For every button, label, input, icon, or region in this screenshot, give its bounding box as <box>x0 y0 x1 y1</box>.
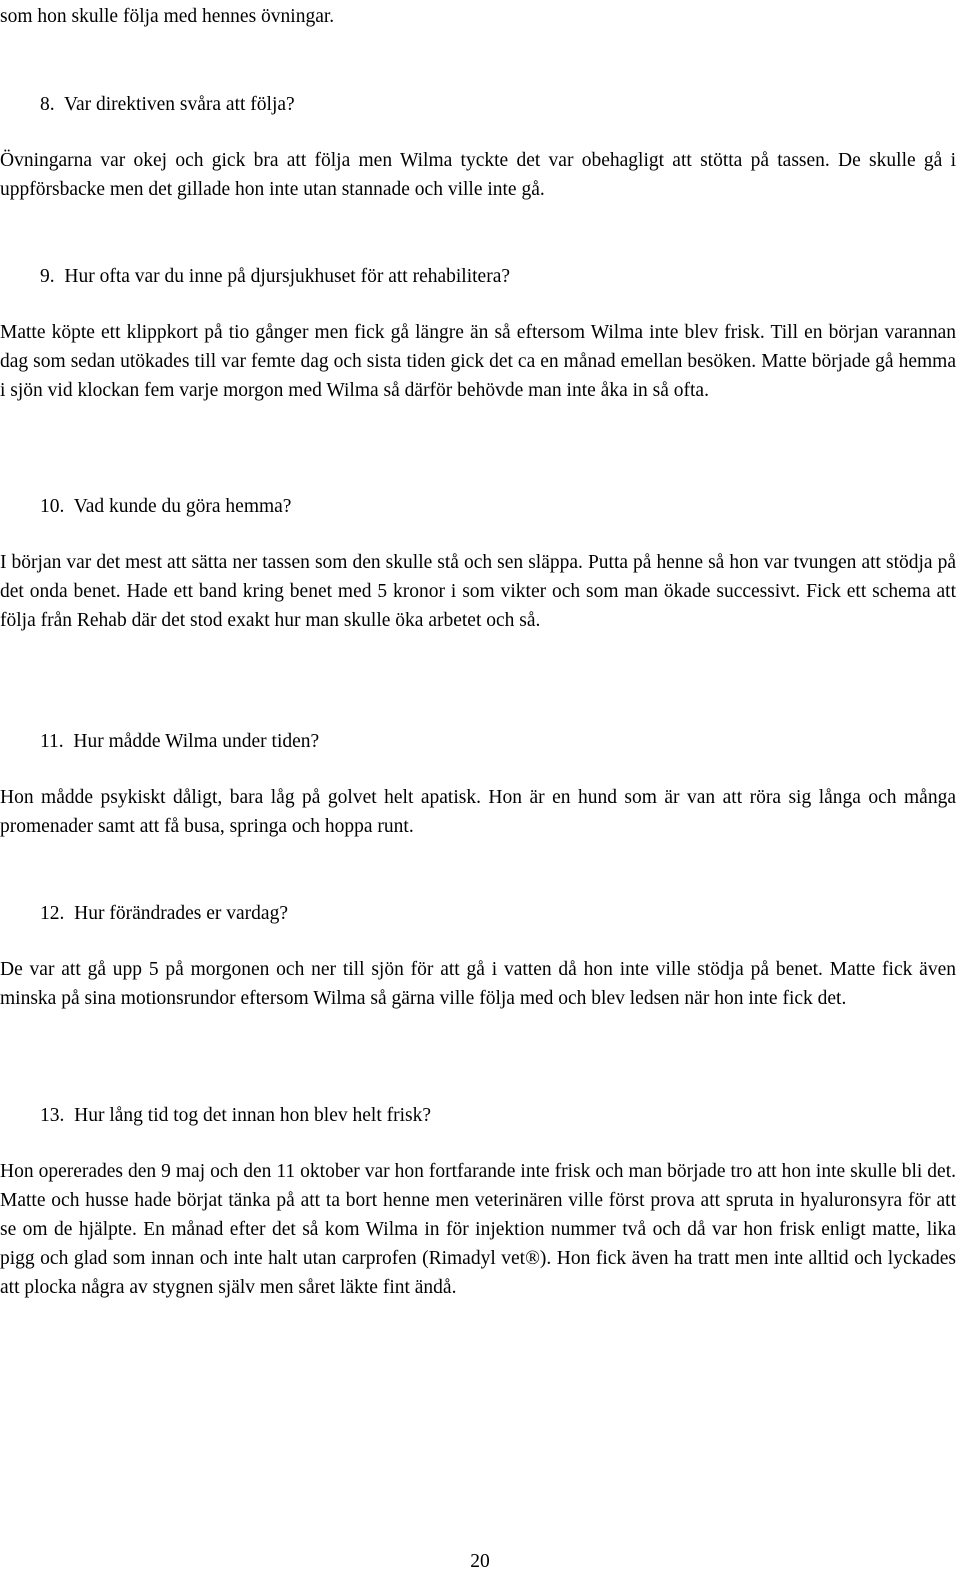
answer-11: Hon mådde psykiskt dåligt, bara låg på golvet helt apatisk. Hon är en hund som är van att röra sig långa och många promenader samt att få busa, springa och hoppa runt. <box>0 787 956 837</box>
question-text: Hur mådde Wilma under tiden? <box>73 731 320 752</box>
question-number: 13. <box>40 1105 65 1126</box>
answer-10: I början var det mest att sätta ner tassen som den skulle stå och sen släppa. Putta på henne så hon var tvungen att stödja på det onda benet. Hade ett band kring benet med 5 kronor i som vikter och som man ökade successivt. Fick ett schema att följa från Rehab där det stod exakt hur man skulle öka arbetet och så. <box>0 552 956 631</box>
question-text: Hur lång tid tog det innan hon blev helt frisk? <box>74 1105 432 1126</box>
question-number: 10. <box>40 496 65 517</box>
question-12 <box>40 899 288 928</box>
question-9 <box>40 262 510 291</box>
answer-13: Hon opererades den 9 maj och den 11 oktober var hon fortfarande inte frisk och man började tro att hon inte skulle bli det. Matte och husse hade börjat tänka på att ta bort henne men veterinären ville först prova att spruta in hyaluronsyra för att se om de hjälpte. En månad efter det så kom Wilma in för injektion nummer två och då var hon frisk enligt matte, lika pigg och glad som innan och inte halt utan carprofen (Rimadyl vet®). Hon fick även ha tratt men inte alltid och lyckades att plocka några av stygnen själv men såret läkte fint ändå. <box>0 1161 956 1298</box>
answer-12: De var att gå upp 5 på morgonen och ner till sjön för att gå i vatten då hon inte ville stödja på benet. Matte fick även minska på sina motionsrundor eftersom Wilma så gärna ville följa med och blev ledsen när hon inte fick det. <box>0 959 956 1009</box>
answer-8: Övningarna var okej och gick bra att följa men Wilma tyckte det var obehagligt att stötta på tassen. De skulle gå i uppförsbacke men det gillade hon inte utan stannade och ville inte gå. <box>0 150 956 200</box>
question-11 <box>40 727 319 756</box>
question-number: 9. <box>40 266 55 287</box>
question-13 <box>40 1101 431 1130</box>
question-8 <box>40 90 295 119</box>
question-number: 12. <box>40 903 65 924</box>
opening-line: som hon skulle följa med hennes övningar. <box>0 6 335 27</box>
answer-9: Matte köpte ett klippkort på tio gånger men fick gå längre än så eftersom Wilma inte blev frisk. Till en början varannan dag som sedan utökades till var femte dag och sista tiden gick det ca en månad emellan besöken. Matte började gå hemma i sjön vid klockan fem varje morgon med Wilma så därför behövde man inte åka in så ofta. <box>0 322 956 401</box>
question-text: Hur förändrades er vardag? <box>74 903 288 924</box>
question-number: 11. <box>40 731 64 752</box>
question-10 <box>40 492 291 521</box>
question-text: Hur ofta var du inne på djursjukhuset för att rehabilitera? <box>64 266 511 287</box>
page-number: 20 <box>470 1551 490 1572</box>
question-text: Vad kunde du göra hemma? <box>73 496 292 517</box>
question-text: Var direktiven svåra att följa? <box>64 94 295 115</box>
question-number: 8. <box>40 94 55 115</box>
